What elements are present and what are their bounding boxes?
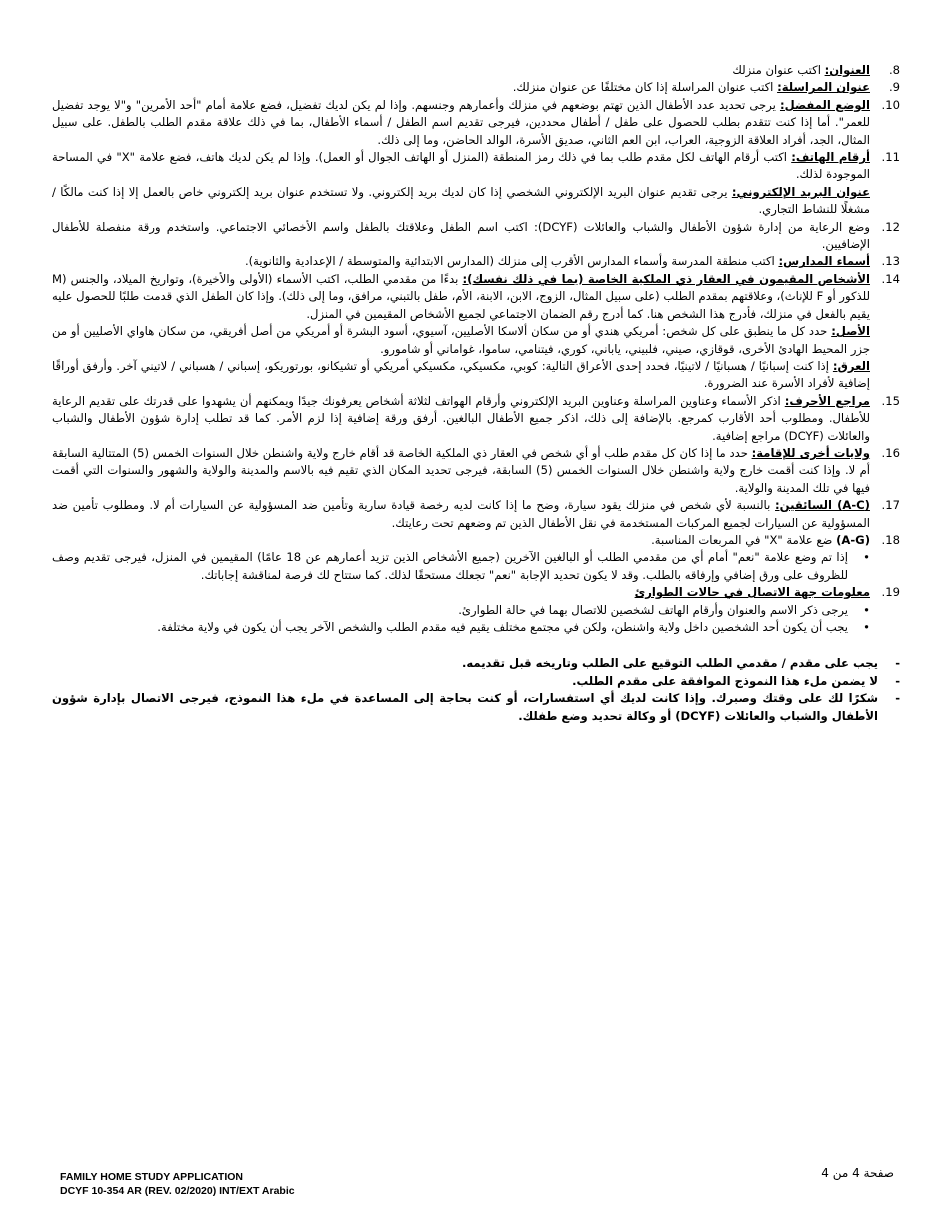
item-text: حدد ما إذا كان كل مقدم طلب أو أي شخص في العقار ذي الملكية الخاصة قد أقام خارج ولاية واشنطن خلال السنوات الخمس (5) المتتالية السابقة أم لا. وإذا كنت أقمت خارج ولاية واشنطن خلال السنوات الخمس (5) السابقة، فيرجى تحديد المكان الذي تقيم فيه بالاسم والمدينة والولاية والشهور والسنوات التي أقمت فيها في تلك المدينة والولاية. xyxy=(52,445,871,495)
item-text: اذكر الأسماء وعناوين المراسلة وعناوين البريد الإلكتروني وأرقام الهواتف لثلاثة أشخاص يعرفونك جيدًا ويمكنهم أن يشهدوا على قدرتك على تقديم الرعاية للأطفال. ومطلوب أحد الأقارب كمرجع. بالإضافة إلى ذلك، اذكر جميع الأطفال البالغين. أرفق ورقة إضافية إذا لزم الأمر. كما قد تطلب إدارة شؤون الأطفال والشباب والعائلات (DCYF) مراجع إضافية. xyxy=(52,393,870,443)
form-footer xyxy=(60,1170,295,1198)
item-sub-label: عنوان البريد الإلكتروني: xyxy=(731,184,870,199)
instructions-page xyxy=(52,62,900,725)
instruction-item-14 xyxy=(52,271,900,323)
item-19-bullets xyxy=(52,602,848,637)
item-label: العنوان: xyxy=(824,63,870,77)
item-label: (A-G) xyxy=(836,532,870,547)
origin-note xyxy=(52,323,870,358)
bullet-item: • إذا تم وضع علامة "نعم" أمام أي من مقدمي الطلب أو البالغين الآخرين (جميع الأشخاص الذين تزيد أعمارهم عن 18 عامًا) المقيمين في المنزل، فيرجى تقديم وصف للظروف على ورق إضافي وإرفاقه بالطلب. وقد لا يكون تحديد الإجابة "نعم" تجعلك مستحقًا لذلك. كما ستتاح لك فرصة لمناقشة إجاباتك. xyxy=(52,549,848,584)
item-label: الأشخاص المقيمون في العقار ذي الملكية الخاصة (بما في ذلك نفسك): xyxy=(462,271,870,286)
item-text: بالنسبة لأي شخص في منزلك يقود سيارة، وضح ما إذا كانت لديه رخصة قيادة سارية وتأمين ضد المسؤولية عن السيارات أم لا. ومطلوب تأمين ضد المسؤولية عن السيارات لجميع المركبات المستخدمة في نقل الأطفال الذين تم وضعهم تحت رعايتك. xyxy=(52,498,870,530)
note-item xyxy=(52,673,900,690)
item-number: .13 xyxy=(881,254,900,269)
item-text: يرجى تحديد عدد الأطفال الذين تهتم بوضعهم في منزلك وأعمارهم وجنسهم. وإذا لم يكن لديك تفضيل، فضع علامة أمام "أحد الأمرين" و"لا يوجد تفضيل للعمر". أما إذا كنت تتقدم بطلب للحصول على طفل / أطفال محددين، فيرجى تقديم اسم الطفل / أسماء الأطفال، بما في ذلك علاقة مقدم الطلب بالطفل. على سبيل المثال، الجد، أفراد العلاقة الزوجية، العراب، ابن العم الثاني، صديق الأسرة، الوالد الحاضن، وما إلى ذلك. xyxy=(52,97,870,147)
item-number: .14 xyxy=(881,271,900,286)
item-label: أرقام الهاتف: xyxy=(791,150,870,165)
instruction-item-12 xyxy=(52,219,900,254)
item-label: (A-C) السائقين: xyxy=(775,498,870,513)
instruction-item-9 xyxy=(52,79,900,96)
item-label: ولايات أخرى للإقامة: xyxy=(751,445,871,460)
bullet-item: • يجب أن يكون أحد الشخصين داخل ولاية واشنطن، ولكن في مجتمع مختلف يقيم فيه مقدم الطلب والشخص الآخر يجب أن يكون في ولاية مختلفة. xyxy=(52,619,848,636)
item-text: اكتب منطقة المدرسة وأسماء المدارس الأقرب إلى منزلك (المدارس الابتدائية والمتوسطة / الإعدادية والثانوية). xyxy=(244,254,779,269)
item-number: .17 xyxy=(881,498,900,513)
item-text: وضع الرعاية من إدارة شؤون الأطفال والشباب والعائلات (DCYF): اكتب اسم الطفل وعلاقتك بالطفل واسم الأخصائي الاجتماعي. واستخدم ورقة منفصلة للأطفال الإضافيين. xyxy=(52,219,870,252)
instruction-item-11 xyxy=(52,149,900,184)
item-label: عنوان المراسلة: xyxy=(777,80,870,95)
item-sub-text: حدد كل ما ينطبق على كل شخص: أمريكي هندي أو من سكان ألاسكا الأصليين، آسيوي، أسود البشرة أو أمريكي من أصل أفريقي، من سكان هاواي الأصليين أو من جزر المحيط الهادئ الأخرى، قوقازي، صيني، فلبيني، ياباني، كوري، فيتنامي، ساموا، غواماني أو شامورو. xyxy=(52,324,870,356)
item-label: الوضع المفضل: xyxy=(779,97,871,112)
item-number: .11 xyxy=(881,150,900,165)
item-sub-text: إذا كنت إسبانيًا / هسبانيًا / لاتينيًا، فحدد إحدى الأعراق التالية: كوبي، مكسيكي، مكسيكي أمريكي أو تشيكانو، بورتوريكو، إسباني / هسباني / لاتيني آخر. وأرفق أوراقًا إضافية لأفراد الأسرة عند الضرورة. xyxy=(52,358,870,391)
note-dash: - xyxy=(895,673,900,688)
note-dash: - xyxy=(895,656,900,671)
note-dash: - xyxy=(895,691,900,706)
item-number: .19 xyxy=(881,585,900,600)
bullet-item: • يرجى ذكر الاسم والعنوان وأرقام الهاتف لشخصين للاتصال بهما في حالة الطوارئ. xyxy=(52,602,848,619)
instruction-item-8 xyxy=(52,62,900,79)
note-text: لا يضمن ملء هذا النموذج الموافقة على مقدم الطلب. xyxy=(572,673,878,688)
closing-notes xyxy=(52,655,900,725)
item-text: اكتب عنوان منزلك xyxy=(732,63,825,77)
instruction-item-13 xyxy=(52,253,900,270)
instruction-item-18 xyxy=(52,532,900,549)
note-item xyxy=(52,655,900,672)
item-number: .8 xyxy=(888,63,900,77)
item-sub-label: الأصل: xyxy=(831,324,870,339)
item-sub-text: يرجى تقديم عنوان البريد الإلكتروني الشخصي إذا كان لديك بريد إلكتروني. ولا تستخدم عنوان بريد إلكتروني خاص بالعمل إلا إذا كنت مالكًا / مشغلًا للنشاط التجاري. xyxy=(52,184,870,217)
ethnicity-note xyxy=(52,358,870,393)
instruction-item-17 xyxy=(52,497,900,532)
item-label: أسماء المدارس: xyxy=(778,254,870,269)
item-text: اكتب عنوان المراسلة إذا كان مختلفًا عن عنوان منزلك. xyxy=(512,80,778,95)
item-sub-label: العرق: xyxy=(832,358,870,373)
form-code: DCYF 10-354 AR (REV. 02/2020) INT/EXT Arabic xyxy=(60,1185,295,1197)
note-text: شكرًا لك على وقتك وصبرك. وإذا كانت لديك أي استفسارات، أو كنت بحاجة إلى المساعدة في ملء هذا النموذج، فيرجى الاتصال بإدارة شؤون الأطفال والشباب والعائلات (DCYF) أو وكالة تحديد وضع طفلك. xyxy=(52,691,878,723)
instruction-item-19 xyxy=(52,584,900,601)
item-number: .10 xyxy=(881,97,900,112)
item-label: مراجع الأحرف: xyxy=(784,393,870,408)
page-number: صفحة 4 من 4 xyxy=(821,1166,894,1180)
instruction-item-16 xyxy=(52,445,900,497)
note-item xyxy=(52,690,900,725)
instruction-item-10 xyxy=(52,97,900,149)
item-text: ضع علامة "X" في المربعات المناسبة. xyxy=(651,532,837,547)
item-text: بدءًا من مقدمي الطلب، اكتب الأسماء (الأولى والأخيرة)، وتواريخ الميلاد، والجنس (M للذكور أو F للإناث)، وعلاقتهم بمقدم الطلب (على سبيل المثال، الزوج، الابن، الابنة، الأم، طفل بالتبني، مرافق، وما إلى ذلك). وإذا كان الطفل الذي قدمت طلبًا للحصول عليه يقيم بالفعل في منزلك، فأدرج هذا الشخص هنا. كما أدرج رقم الضمان الاجتماعي لجميع الأشخاص المقيمين في المنزل. xyxy=(52,271,870,321)
email-note xyxy=(52,184,870,219)
note-text: يجب على مقدم / مقدمي الطلب التوقيع على الطلب وتاريخه قبل تقديمه. xyxy=(461,656,878,671)
item-number: .12 xyxy=(881,219,900,234)
item-number: .9 xyxy=(888,80,900,95)
item-label: معلومات جهة الاتصال في حالات الطوارئ xyxy=(634,585,870,600)
item-number: .18 xyxy=(881,532,900,547)
item-number: .15 xyxy=(881,393,900,408)
item-text: اكتب أرقام الهاتف لكل مقدم طلب بما في ذلك رمز المنطقة (المنزل أو الهاتف الجوال أو العمل). وإذا لم يكن لديك هاتف، فضع علامة "X" في المساحة الموجودة لذلك. xyxy=(52,150,870,182)
item-number: .16 xyxy=(881,445,900,460)
instruction-item-15 xyxy=(52,393,900,445)
form-title: FAMILY HOME STUDY APPLICATION xyxy=(60,1171,243,1183)
item-18-bullets xyxy=(52,549,848,584)
